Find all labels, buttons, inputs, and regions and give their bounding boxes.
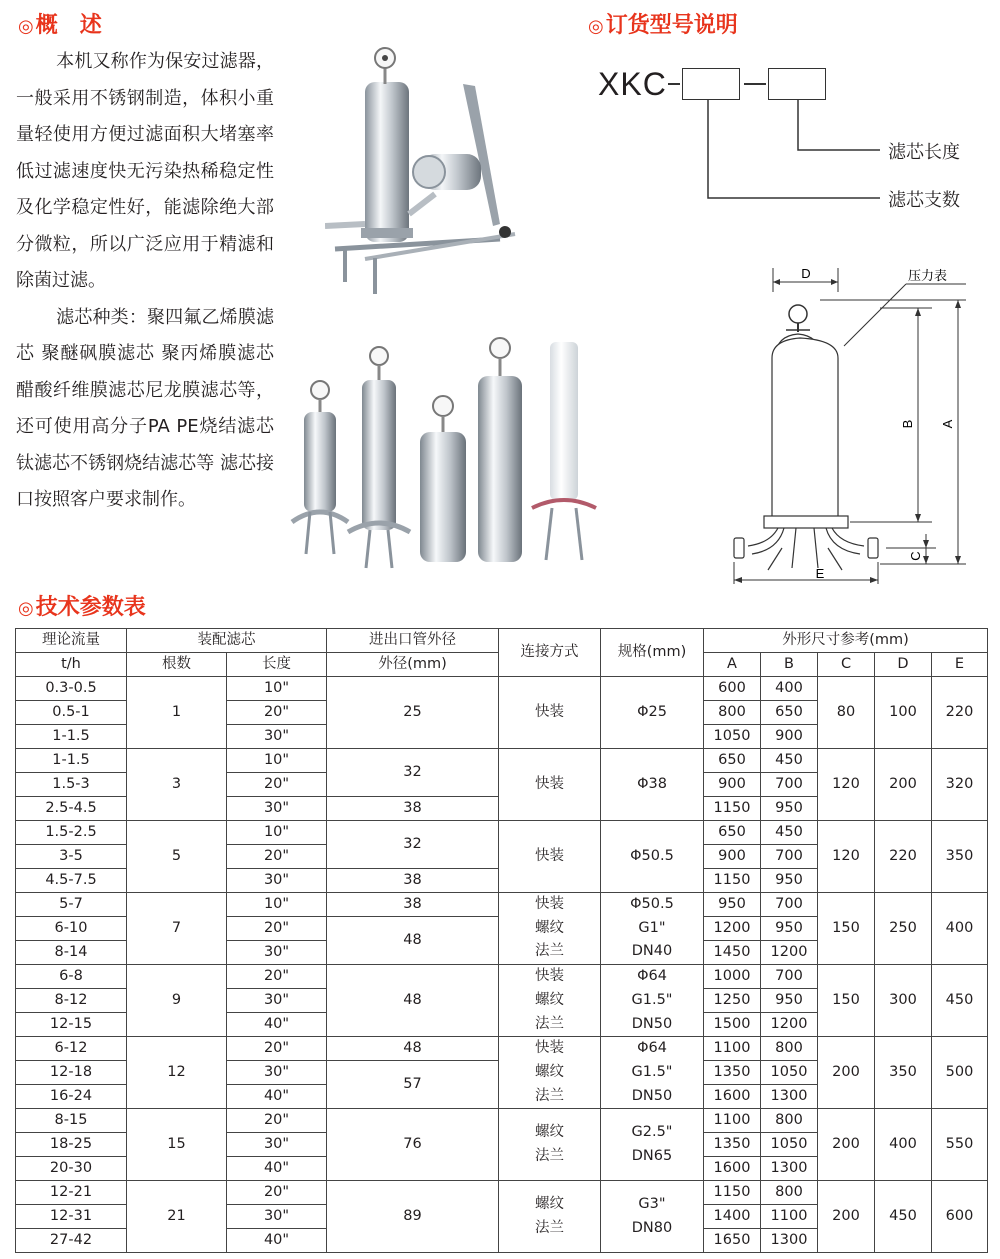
cell-count: 3	[127, 749, 227, 821]
cell-flow: 0.5-1	[16, 701, 127, 725]
cell-length: 30"	[227, 1133, 327, 1157]
cell-pipe: 25	[327, 677, 499, 749]
cell-count: 9	[127, 965, 227, 1037]
cell-d: 220	[875, 821, 932, 893]
cell-a: 1250	[704, 989, 761, 1013]
cell-flow: 12-31	[16, 1205, 127, 1229]
cell-b: 900	[761, 725, 818, 749]
cell-conn	[499, 965, 601, 1037]
header-pipe-unit: 外径(mm)	[327, 653, 499, 677]
cell-pipe: 32	[327, 749, 499, 797]
cell-spec-line: G1"	[638, 919, 666, 936]
cell-e: 600	[932, 1181, 988, 1253]
cell-conn	[499, 821, 601, 893]
overview-paragraph-1: 本机又称作为保安过滤器，一般采用不锈钢制造，体积小重量轻使用方便过滤面积大堵塞率低过滤速度快无污染热稀稳定性及化学稳定性好，能滤除绝大部分微粒，所以广泛应用于精滤和除菌过滤。	[16, 51, 274, 291]
cell-length: 30"	[227, 989, 327, 1013]
cell-length: 40"	[227, 1157, 327, 1181]
order-code-count-label: 滤芯支数	[888, 190, 960, 211]
cell-c: 200	[818, 1109, 875, 1181]
cell-c: 200	[818, 1037, 875, 1109]
cell-c: 150	[818, 965, 875, 1037]
cell-a: 1600	[704, 1085, 761, 1109]
cell-flow: 1-1.5	[16, 725, 127, 749]
cell-flow: 18-25	[16, 1133, 127, 1157]
cell-a: 1150	[704, 869, 761, 893]
cell-spec-line: Φ25	[637, 703, 667, 720]
cell-b: 950	[761, 797, 818, 821]
cell-c: 150	[818, 893, 875, 965]
table-row	[16, 965, 988, 989]
cell-flow: 8-15	[16, 1109, 127, 1133]
cell-e: 320	[932, 749, 988, 821]
cell-pipe: 48	[327, 917, 499, 965]
cell-count: 7	[127, 893, 227, 965]
cell-e: 400	[932, 893, 988, 965]
cell-pipe: 38	[327, 797, 499, 821]
cell-conn-line: 螺纹	[535, 1063, 564, 1080]
cell-b: 950	[761, 917, 818, 941]
cell-length: 30"	[227, 725, 327, 749]
cell-a: 950	[704, 893, 761, 917]
cell-flow: 8-12	[16, 989, 127, 1013]
order-code-length-label: 滤芯长度	[888, 142, 960, 163]
cell-d: 400	[875, 1109, 932, 1181]
cell-a: 1600	[704, 1157, 761, 1181]
cell-flow: 6-10	[16, 917, 127, 941]
cell-conn	[499, 677, 601, 749]
table-row	[16, 893, 988, 917]
cell-length: 20"	[227, 1037, 327, 1061]
cell-spec-line: G1.5"	[631, 1063, 673, 1080]
cell-flow: 12-21	[16, 1181, 127, 1205]
overview-heading: ◎概 述	[18, 13, 102, 38]
cell-count: 5	[127, 821, 227, 893]
cell-conn-line: 快装	[535, 1040, 564, 1057]
cell-flow: 5-7	[16, 893, 127, 917]
cell-b: 650	[761, 701, 818, 725]
filter-housings-photo	[288, 332, 598, 576]
cell-b: 1300	[761, 1085, 818, 1109]
cell-flow: 1.5-2.5	[16, 821, 127, 845]
cell-length: 30"	[227, 1061, 327, 1085]
cell-b: 800	[761, 1181, 818, 1205]
cell-spec-line: DN50	[631, 1015, 673, 1032]
cell-spec	[601, 1037, 704, 1109]
cell-b: 1200	[761, 941, 818, 965]
cell-count: 12	[127, 1037, 227, 1109]
cell-a: 650	[704, 821, 761, 845]
cell-pipe: 76	[327, 1109, 499, 1181]
cell-flow: 12-15	[16, 1013, 127, 1037]
dim-label-d: D	[801, 266, 811, 281]
cell-pipe: 57	[327, 1061, 499, 1109]
cell-length: 20"	[227, 1109, 327, 1133]
cell-length: 40"	[227, 1085, 327, 1109]
cell-a: 1000	[704, 965, 761, 989]
cell-pipe: 38	[327, 869, 499, 893]
cell-a: 1350	[704, 1061, 761, 1085]
dim-label-b: B	[900, 419, 915, 429]
cell-d: 350	[875, 1037, 932, 1109]
cell-d: 250	[875, 893, 932, 965]
cell-length: 10"	[227, 677, 327, 701]
header-pipe: 进出口管外径	[327, 629, 499, 653]
cell-count: 1	[127, 677, 227, 749]
header-c: C	[818, 653, 875, 677]
cell-conn	[499, 749, 601, 821]
cell-flow: 1-1.5	[16, 749, 127, 773]
cell-c: 120	[818, 821, 875, 893]
cell-conn	[499, 1181, 601, 1253]
cell-a: 800	[704, 701, 761, 725]
cell-spec-line: G2.5"	[631, 1124, 673, 1141]
cell-flow: 0.3-0.5	[16, 677, 127, 701]
gauge-label: 压力表	[908, 268, 948, 283]
cell-spec-line: DN40	[631, 943, 673, 960]
cell-pipe: 32	[327, 821, 499, 869]
cell-conn-line: 法兰	[535, 1087, 564, 1104]
cell-d: 450	[875, 1181, 932, 1253]
table-row	[16, 1181, 988, 1205]
table-row	[16, 821, 988, 845]
header-count: 根数	[127, 653, 227, 677]
cell-a: 1200	[704, 917, 761, 941]
cell-b: 800	[761, 1109, 818, 1133]
cell-conn-line: 法兰	[535, 1219, 564, 1236]
cell-c: 80	[818, 677, 875, 749]
cell-spec-line: Φ38	[637, 775, 667, 792]
table-row	[16, 1037, 988, 1061]
cell-conn-line: 螺纹	[535, 1124, 564, 1141]
cell-length: 20"	[227, 845, 327, 869]
order-code-diagram	[596, 50, 996, 220]
header-flow-unit: t/h	[16, 653, 127, 677]
cell-a: 1450	[704, 941, 761, 965]
cell-spec-line: Φ50.5	[630, 896, 674, 912]
spec-table-body	[16, 677, 988, 1253]
cell-length: 20"	[227, 917, 327, 941]
cell-b: 450	[761, 749, 818, 773]
cell-conn-line: 快装	[535, 896, 564, 912]
cell-conn-line: 法兰	[535, 1015, 564, 1032]
dim-label-e: E	[815, 566, 825, 581]
tech-heading: ◎技术参数表	[18, 595, 146, 620]
cell-spec-line: DN65	[631, 1147, 673, 1164]
cell-length: 20"	[227, 773, 327, 797]
cell-a: 900	[704, 845, 761, 869]
cell-b: 700	[761, 965, 818, 989]
cell-spec-line: DN80	[631, 1219, 673, 1236]
table-row	[16, 677, 988, 701]
cell-pipe: 89	[327, 1181, 499, 1253]
cell-conn-line: 法兰	[535, 1147, 564, 1164]
cell-b: 800	[761, 1037, 818, 1061]
cell-pipe: 48	[327, 965, 499, 1037]
cell-length: 40"	[227, 1229, 327, 1253]
cell-a: 650	[704, 749, 761, 773]
cell-length: 30"	[227, 1205, 327, 1229]
cell-conn	[499, 1109, 601, 1181]
overview-paragraph-2: 滤芯种类：聚四氟乙烯膜滤芯 聚醚砜膜滤芯 聚丙烯膜滤芯 醋酸纤维膜滤芯尼龙膜滤芯等，还可使用高分子PA PE烧结滤芯 钛滤芯不锈钢烧结滤芯等 滤芯接口按照客户要求制作。	[16, 306, 292, 510]
cell-b: 700	[761, 845, 818, 869]
cell-a: 1050	[704, 725, 761, 749]
header-dim: 外形尺寸参考(mm)	[704, 629, 988, 653]
cell-conn-line: 螺纹	[535, 919, 564, 936]
cell-flow: 27-42	[16, 1229, 127, 1253]
cell-length: 10"	[227, 821, 327, 845]
cell-flow: 6-12	[16, 1037, 127, 1061]
cell-spec	[601, 749, 704, 821]
cell-b: 700	[761, 893, 818, 917]
cell-pipe: 48	[327, 1037, 499, 1061]
cell-spec	[601, 965, 704, 1037]
cell-e: 550	[932, 1109, 988, 1181]
cell-e: 450	[932, 965, 988, 1037]
header-e: E	[932, 653, 988, 677]
order-code-prefix: XKC	[598, 66, 667, 102]
cell-b: 1300	[761, 1157, 818, 1181]
cell-flow: 1.5-3	[16, 773, 127, 797]
overview-text	[16, 44, 292, 519]
dim-label-c: C	[908, 551, 923, 561]
cell-d: 100	[875, 677, 932, 749]
table-row	[16, 749, 988, 773]
cell-length: 20"	[227, 701, 327, 725]
cell-conn	[499, 1037, 601, 1109]
header-filter: 装配滤芯	[127, 629, 327, 653]
cell-a: 1150	[704, 797, 761, 821]
cell-spec	[601, 677, 704, 749]
cell-a: 600	[704, 677, 761, 701]
header-spec: 规格(mm)	[601, 629, 704, 677]
cell-e: 220	[932, 677, 988, 749]
cell-a: 1100	[704, 1109, 761, 1133]
cell-a: 1400	[704, 1205, 761, 1229]
cell-count: 15	[127, 1109, 227, 1181]
cell-length: 10"	[227, 893, 327, 917]
cell-a: 1350	[704, 1133, 761, 1157]
cell-spec-line: Φ64	[637, 968, 667, 985]
cart-filter-photo	[325, 44, 525, 300]
cell-conn-line: 螺纹	[535, 1196, 564, 1213]
table-header-row-1	[16, 629, 988, 653]
cell-conn-line: 快装	[535, 775, 564, 792]
cell-conn-line: 快装	[535, 703, 564, 720]
cell-flow: 20-30	[16, 1157, 127, 1181]
cell-a: 1150	[704, 1181, 761, 1205]
cell-spec-line: Φ64	[637, 1040, 667, 1057]
cell-b: 1200	[761, 1013, 818, 1037]
cell-length: 20"	[227, 965, 327, 989]
header-d: D	[875, 653, 932, 677]
cell-e: 350	[932, 821, 988, 893]
cell-flow: 6-8	[16, 965, 127, 989]
cell-length: 30"	[227, 941, 327, 965]
cell-pipe: 38	[327, 893, 499, 917]
cell-conn	[499, 893, 601, 965]
cell-length: 30"	[227, 869, 327, 893]
header-conn: 连接方式	[499, 629, 601, 677]
cell-b: 950	[761, 989, 818, 1013]
cell-count: 21	[127, 1181, 227, 1253]
cell-a: 1650	[704, 1229, 761, 1253]
spec-table	[15, 628, 988, 1253]
header-length: 长度	[227, 653, 327, 677]
cell-flow: 16-24	[16, 1085, 127, 1109]
order-heading: ◎订货型号说明	[588, 13, 738, 38]
cell-spec	[601, 821, 704, 893]
cell-conn-line: 螺纹	[535, 991, 564, 1008]
cell-e: 500	[932, 1037, 988, 1109]
cell-spec	[601, 1109, 704, 1181]
cell-flow: 8-14	[16, 941, 127, 965]
cell-a: 1100	[704, 1037, 761, 1061]
dim-label-a: A	[940, 419, 955, 429]
cell-a: 900	[704, 773, 761, 797]
cell-c: 120	[818, 749, 875, 821]
header-a: A	[704, 653, 761, 677]
cell-spec-line: DN50	[631, 1087, 673, 1104]
cell-b: 1050	[761, 1133, 818, 1157]
dimension-diagram	[720, 258, 980, 588]
cell-conn-line: 快装	[535, 847, 564, 864]
cell-b: 400	[761, 677, 818, 701]
cell-spec-line: Φ50.5	[630, 847, 674, 864]
cell-flow: 3-5	[16, 845, 127, 869]
cell-b: 450	[761, 821, 818, 845]
cell-length: 10"	[227, 749, 327, 773]
cell-length: 20"	[227, 1181, 327, 1205]
cell-length: 40"	[227, 1013, 327, 1037]
cell-flow: 12-18	[16, 1061, 127, 1085]
cell-a: 1500	[704, 1013, 761, 1037]
cell-conn-line: 法兰	[535, 943, 564, 960]
cell-spec-line: G1.5"	[631, 991, 673, 1008]
header-b: B	[761, 653, 818, 677]
header-flow: 理论流量	[16, 629, 127, 653]
cell-d: 300	[875, 965, 932, 1037]
cell-flow: 4.5-7.5	[16, 869, 127, 893]
cell-b: 1300	[761, 1229, 818, 1253]
cell-b: 950	[761, 869, 818, 893]
cell-spec	[601, 893, 704, 965]
cell-flow: 2.5-4.5	[16, 797, 127, 821]
cell-spec	[601, 1181, 704, 1253]
cell-b: 700	[761, 773, 818, 797]
cell-d: 200	[875, 749, 932, 821]
table-row	[16, 1109, 988, 1133]
cell-spec-line: G3"	[638, 1196, 666, 1213]
cell-b: 1050	[761, 1061, 818, 1085]
cell-length: 30"	[227, 797, 327, 821]
cell-c: 200	[818, 1181, 875, 1253]
cell-conn-line: 快装	[535, 968, 564, 985]
cell-b: 1100	[761, 1205, 818, 1229]
